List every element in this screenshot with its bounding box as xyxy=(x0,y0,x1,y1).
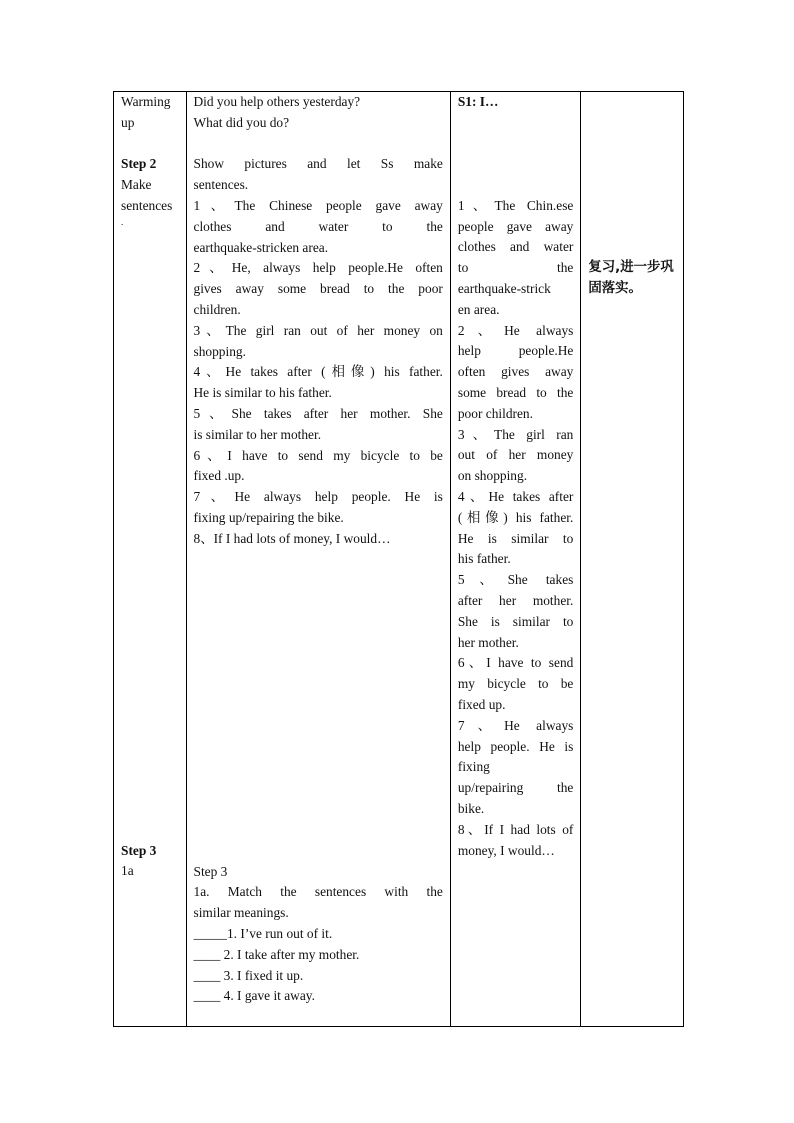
warmup-question-2: What did you do? xyxy=(193,114,290,130)
step3-heading: Step 3 xyxy=(193,863,228,879)
step3-sub: 1a xyxy=(121,863,134,879)
answer-line: earthquake-strick xyxy=(457,280,551,296)
answer-line: on shopping. xyxy=(457,468,528,484)
sentence-line: 1、The Chinese people gave away xyxy=(193,197,443,213)
spacer xyxy=(194,550,443,862)
answer-line: 2、He always xyxy=(457,322,574,338)
sentence-line: earthquake-stricken area. xyxy=(193,239,329,255)
sentence-line: He is similar to his father. xyxy=(193,385,332,401)
spacer xyxy=(194,134,443,155)
answer-line: some bread to the xyxy=(457,384,574,400)
student-column xyxy=(450,92,581,1027)
sentence-line: children. xyxy=(193,301,241,317)
step3-label: Step 3 xyxy=(121,842,157,858)
sentence-line: 6、I have to send my bicycle to be xyxy=(193,447,443,463)
sentence-line: fixed .up. xyxy=(193,468,245,484)
answer-line: money, I would… xyxy=(457,842,555,858)
sentence-line: 7、He always help people. He is xyxy=(193,489,443,505)
answer-line: clothes and water xyxy=(457,239,574,255)
answer-line: 3、The girl ran xyxy=(457,426,574,442)
answer-line: people gave away xyxy=(457,218,574,234)
lesson-plan-table xyxy=(113,91,684,1027)
warming-up-label-line1: Warming xyxy=(121,94,171,109)
purpose-note-line2: 固落实。 xyxy=(588,280,642,296)
answer-line: bike. xyxy=(457,800,485,816)
warming-up-label-line2: up xyxy=(121,114,135,130)
sentence-line: fixing up/repairing the bike. xyxy=(193,509,344,525)
answer-line: fixed up. xyxy=(457,696,506,712)
sentence-line: shopping. xyxy=(193,343,246,359)
step3-instruction-line1: 1a. Match the sentences with the xyxy=(193,884,443,900)
answer-line: 1、The Chin.ese xyxy=(457,197,574,213)
answer-line: my bicycle to be xyxy=(457,676,574,692)
answer-line: en area. xyxy=(457,301,500,317)
match-item: ____ 2. I take after my mother. xyxy=(193,946,360,962)
sentence-line: clothes and water to the xyxy=(193,218,443,234)
answer-line: often gives away xyxy=(457,364,574,380)
answer-line: poor children. xyxy=(457,405,533,421)
step3-instruction-line2: similar meanings. xyxy=(193,905,289,921)
answer-line: She is similar to xyxy=(457,613,574,629)
step2-label: Step 2 xyxy=(121,156,157,172)
sentence-line: 5、She takes after her mother. She xyxy=(193,405,443,421)
sentence-line: gives away some bread to the poor xyxy=(193,281,443,297)
stray-mark: . xyxy=(121,216,124,227)
match-item: ____ 3. I fixed it up. xyxy=(193,967,304,983)
answer-line: up/repairing the xyxy=(457,780,574,796)
table-row xyxy=(114,92,684,1027)
sentence-line: is similar to her mother. xyxy=(193,426,322,442)
spacer xyxy=(458,113,574,196)
sentence-line: 2、He, always help people.He often xyxy=(193,260,443,276)
step2-sub-line1: Make xyxy=(121,177,152,193)
answer-line: (相像) his father. xyxy=(457,509,574,525)
answer-line: help people. He is xyxy=(457,738,574,754)
sentence-line: 3、The girl ran out of her money on xyxy=(193,322,443,338)
purpose-note-line1: 复习,进一步巩 xyxy=(588,260,674,275)
purpose-column xyxy=(581,92,684,1027)
match-item: ____ 4. I gave it away. xyxy=(193,988,315,1004)
answer-line: out of her money xyxy=(457,447,574,463)
answer-line: 8、If I had lots of xyxy=(457,821,574,837)
sentence-line: 8、If I had lots of money, I would… xyxy=(193,530,391,546)
spacer xyxy=(121,134,179,155)
answer-line: 4、He takes after xyxy=(457,488,574,504)
warmup-question-1: Did you help others yesterday? xyxy=(193,94,361,109)
answer-line: 5、She takes xyxy=(457,572,574,588)
step2-intro-line2: sentences. xyxy=(193,177,249,193)
spacer xyxy=(121,238,179,841)
step2-intro-line1: Show pictures and let Ss make xyxy=(193,156,443,172)
answer-line: after her mother. xyxy=(457,592,574,608)
answer-line: his father. xyxy=(457,551,511,567)
activity-column xyxy=(186,92,450,1027)
answer-line: fixing xyxy=(457,759,490,775)
answer-line: 7、He always xyxy=(457,717,574,733)
student-response: S1: I… xyxy=(457,94,499,109)
answer-line: 6、I have to send xyxy=(457,655,574,671)
match-item: _____1. I’ve run out of it. xyxy=(193,925,333,941)
step-column xyxy=(114,92,187,1027)
answer-line: He is similar to xyxy=(457,530,574,546)
spacer xyxy=(588,92,676,258)
answer-line: her mother. xyxy=(457,634,519,650)
sentence-line: 4、He takes after (相像) his father. xyxy=(193,364,443,380)
step2-sub-line2: sentences xyxy=(121,197,173,213)
answer-line: to the xyxy=(457,260,574,276)
answer-line: help people.He xyxy=(457,343,574,359)
